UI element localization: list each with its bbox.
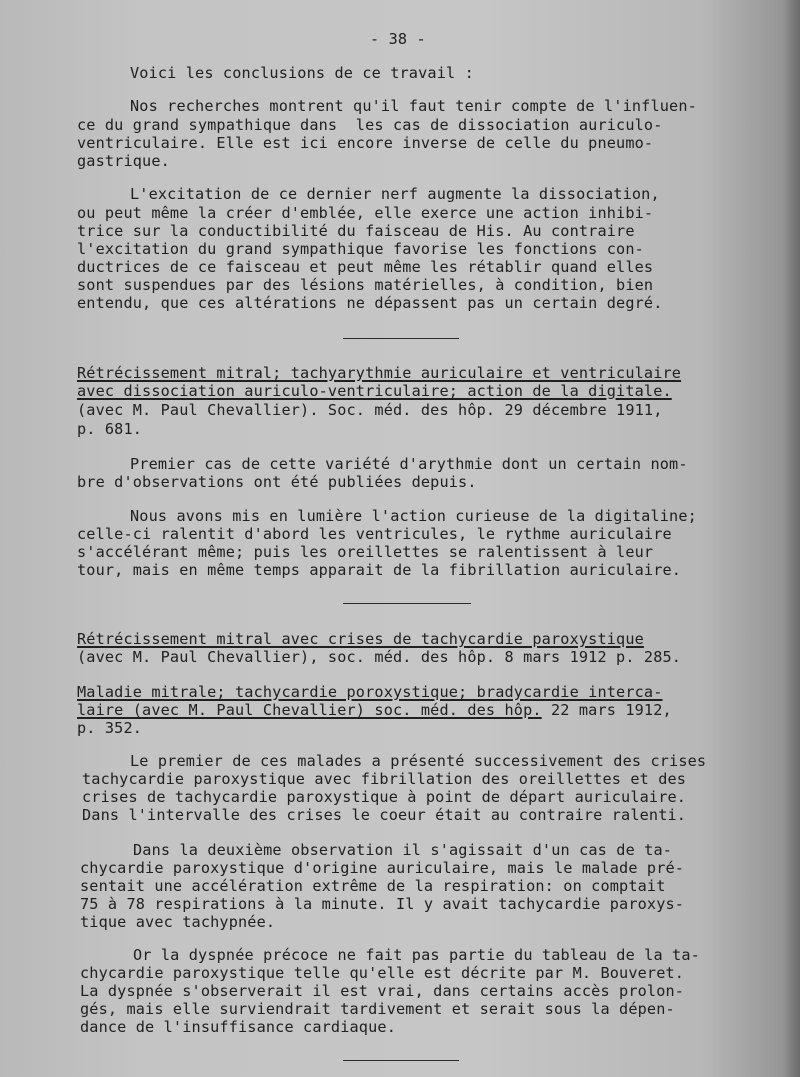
paragraph-line: tour, mais en même temps apparait de la fibrillation auriculaire. [77, 561, 682, 579]
paragraph-line: 75 à 78 respirations à la minute. Il y avait tachycardie paroxys- [80, 895, 685, 913]
paragraph-line: ductrices de ce faisceau et peut même les rétablir quand elles [77, 258, 654, 276]
reference-title-line [77, 701, 672, 719]
reference-citation-line: p. 681. [77, 420, 143, 438]
paragraph-line: sentait une accélération extrême de la respiration: on comptait [80, 877, 666, 895]
page-number: - 38 - [370, 30, 426, 48]
reference-title-underlined: laire (avec M. Paul Chevallier) soc. méd. des hôp. [77, 701, 542, 719]
reference-title-line: avec dissociation auriculo-ventriculaire; action de la digitale. [77, 382, 672, 400]
reference-title-date: 22 mars 1912, [541, 701, 672, 719]
section-separator [343, 603, 471, 604]
paragraph-line: l'excitation du grand sympathique favorise les fonctions con- [77, 240, 644, 258]
section-separator [343, 1060, 459, 1061]
paragraph-line: entendu, que ces altérations ne dépassent pas un certain degré. [77, 294, 663, 312]
paragraph-line: Dans l'intervalle des crises le coeur était au contraire ralenti. [82, 806, 687, 824]
paragraph-line: ou peut même la créer d'emblée, elle exerce une action inhibi- [77, 204, 654, 222]
paragraph-line: gés, mais elle surviendrait tardivement et serait sous la dépen- [80, 1000, 675, 1018]
paragraph-line: tachycardie paroxystique avec fibrillation des oreillettes et des [82, 770, 687, 788]
page-edge-shadow [782, 0, 800, 1077]
reference-title-line: Maladie mitrale; tachycardie poroxystique; bradycardie interca- [77, 683, 663, 701]
paragraph-line: Nos recherches montrent qu'il faut tenir compte de l'influen- [130, 97, 697, 115]
reference-citation-line: (avec M. Paul Chevallier). Soc. méd. des hôp. 29 décembre 1911, [77, 401, 663, 419]
paragraph-line: dance de l'insuffisance cardiaque. [80, 1018, 396, 1036]
section-separator [343, 338, 459, 339]
paragraph-line: crises de tachycardie paroxystique à point de départ auriculaire. [82, 788, 687, 806]
paragraph-line: celle-ci ralentit d'abord les ventricules, le rythme auriculaire [77, 525, 672, 543]
paragraph-line: chycardie paroxystique telle qu'elle est décrite par M. Bouveret. [80, 964, 685, 982]
paragraph-line: Le premier de ces malades a présenté successivement des crises [130, 752, 707, 770]
reference-title-line: Rétrécissement mitral avec crises de tachycardie paroxystique [77, 630, 644, 648]
paragraph-line: s'accélérant même; puis les oreillettes se ralentissent à leur [77, 543, 654, 561]
paragraph-line: L'excitation de ce dernier nerf augmente la dissociation, [130, 185, 660, 203]
paragraph-line: Or la dyspnée précoce ne fait pas partie du tableau de la ta- [133, 946, 700, 964]
reference-citation-line: p. 352. [77, 719, 143, 737]
reference-citation-line: (avec M. Paul Chevallier), soc. méd. des hôp. 8 mars 1912 p. 285. [77, 648, 682, 666]
paragraph-line: chycardie paroxystique d'origine auriculaire, mais le malade pré- [80, 859, 685, 877]
paragraph-line: sont suspendues par des lésions matérielles, à condition, bien [77, 276, 654, 294]
paragraph-line: tique avec tachypnée. [80, 913, 276, 931]
paragraph-line: La dyspnée s'observerait il est vrai, dans certains accès prolon- [80, 982, 685, 1000]
paragraph-line: gastrique. [77, 152, 170, 170]
paragraph-line: Nous avons mis en lumière l'action curieuse de la digitaline; [130, 507, 697, 525]
paragraph-line: bre d'observations ont été publiées depuis. [77, 473, 477, 491]
paragraph-line: ce du grand sympathique dans les cas de dissociation auriculo- [77, 116, 663, 134]
intro-line: Voici les conclusions de ce travail : [130, 64, 474, 82]
paragraph-line: ventriculaire. Elle est ici encore inverse de celle du pneumo- [77, 134, 654, 152]
paragraph-line: trice sur la conductibilité du faisceau de His. Au contraire [77, 222, 635, 240]
reference-title-line: Rétrécissement mitral; tachyarythmie auriculaire et ventriculaire [77, 364, 682, 382]
paragraph-line: Dans la deuxième observation il s'agissait d'un cas de ta- [133, 841, 673, 859]
paragraph-line: Premier cas de cette variété d'arythmie dont un certain nom- [130, 455, 688, 473]
